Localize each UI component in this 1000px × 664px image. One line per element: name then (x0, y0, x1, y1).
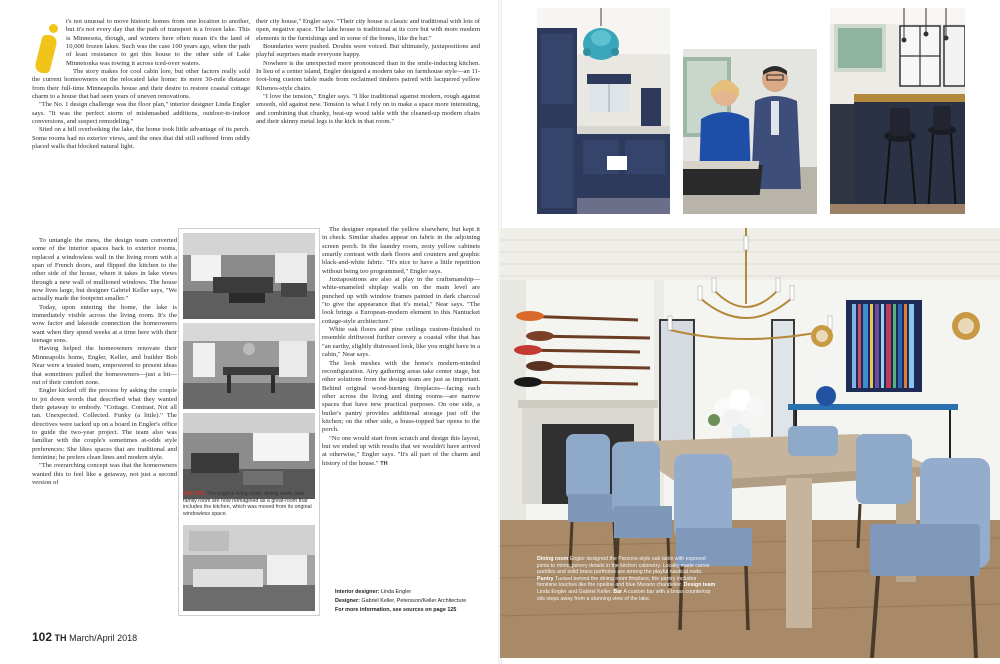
paragraph: t's not unusual to move historic homes from one location to another, but it's not every day that the path of transport is a frozen lake. This is Minnesota, though, and winters here often mean it's the land of 10,000 frozen lakes. Such was the case 100 years ago, when the path of least resistance to get this house to the other side of Lake Minnetonka was towing it across iced-over waters. (66, 18, 250, 67)
paragraph: Boundaries were pushed. Doubts were voiced. But ultimately, juxtapositions and playful surprises made everyone happy. (256, 43, 480, 59)
paragraph: Sited on a hill overlooking the lake, the home took little advantage of its perch. Some rooms had no exterior views, and the ones that did still suffered from oddly placed walls that blocked natural light. (32, 126, 250, 151)
before-photo-living-room (183, 233, 315, 319)
paragraph: The look meshes with the home's modern-minded reconfiguration. Airy gathering areas take center stage, but other solutions from the design team are just as important. Behind original wood-burning fireplaces—facing each other across the living and dining rooms—are narrow spaces that have new practical purposes. On one side, a butler's pantry provides additional storage just off the kitchen; on the other side, a brass-topped bar opens to the porch. (322, 359, 480, 434)
article-column-1-narrow (32, 237, 177, 487)
pantry-photo (537, 8, 670, 214)
paragraph: Nowhere is the unexpected more pronounced than in the smile-inducing kitchen. In lieu of a center island, Engler designed a modern take on farmhouse style—an 11-foot-long custom table made from reclaimed timbers paired with lacquered yellow Klismos-style chairs. (256, 59, 480, 92)
paragraph: "No one would start from scratch and design this layout, but we ended up with results that we wouldn't have arrived at otherwise," Engler says. "It's all part of the charm and history of the house." TH (322, 434, 480, 467)
paragraph: Juxtapositions are also at play in the craftsmanship—white-enameled shiplap walls on the main level are punched up with window frames painted in dark charcoal "to give the appearance that it's metal," Near says. "The look brings a European-modern element to this Nantucket cottage-style architecture." (322, 276, 480, 325)
paragraph: White oak floors and pine ceilings custom-finished to resemble driftwood further convey a coastal vibe that has "an earthy, slightly distressed look, like you might have in a cabin," Near says. (322, 326, 480, 359)
article-column-2-narrow (322, 226, 480, 468)
paragraph: "The overarching concept was that the homeowners wanted this to feel like a getaway, not just a second version of (32, 462, 177, 486)
striped-artwork (846, 300, 922, 392)
credit-designer: Interior designer: Linda Engler (335, 589, 412, 595)
dining-chair (788, 426, 838, 456)
page-folio: 102 TH March/April 2018 (32, 630, 138, 644)
before-photo-dining-room (183, 323, 315, 409)
paragraph: Today, upon entering the home, the lake is immediately visible across the living room. It's the wow factor and lakeside connection the homeowners want when they spend weeks at a time here with their teenage sons. (32, 303, 177, 345)
before-photo-panel (178, 228, 320, 616)
dining-room-caption: Dining room Engler designed the Parsons-style oak table with exposed joints to mimic joinery details in the kitchen cabinetry. Locally made canoe paddles and solid brass portholes are among the playful nautical nods. Pantry Tucked behind the dining room fireplace, the pantry includes feminine touches like the opaline and blue Murano chandelier. Design team Linda Engler and Gabriel Keller. Bar A custom bar with a brass countertop sits steps away from a stunning view of the lake. (537, 556, 716, 602)
before-photo-family-room (183, 413, 315, 499)
drop-cap-i (32, 24, 62, 74)
article-column-1 (32, 18, 250, 152)
before-caption: BEFORE The original living room, dining room, and family room are now reimagined as a great-room that includes the kitchen, which was moved from its original windowless space. (183, 491, 312, 517)
paragraph: Engler kicked off the process by asking the couple to jot down words that described what they wanted their getaway to embody. "Cottage. Contrast. Not all tan. Unexpected. Collected. Funky (a little)." The directives were tacked up on a board in Engler's office to guide the two-year project. The team also was familiar with the couple's sometimes at-odds style preferences: She likes spaces that are traditional and feminine; he prefers clean lines and modern style. (32, 387, 177, 461)
bar-photo (830, 8, 965, 214)
paragraph: The story makes for cool cabin lore, but other factors really sold the current homeowners on the relocated lake home: its mere 30-mile distance from their full-time Minneapolis house and their desire to restore coastal cottage charm to a house that had seen years of uneven renovations. (32, 68, 250, 101)
paragraph: The designer repeated the yellow elsewhere, but kept it in check. Similar shades appear on fabric in the adjoining screen porch. In the laundry room, zesty yellow cabinets smartly contrast with dark floors and counters and graphic black-and-white fabric. "It's nice to have a little repetition without being too programmed," Engler says. (322, 226, 480, 275)
before-photo-kitchen (183, 525, 315, 611)
article-column-2 (256, 18, 480, 126)
design-team-photo (683, 49, 817, 214)
paragraph: Having helped the homeowners renovate their Minneapolis home, Engler, Keller, and builder Bob Near were a trusted team, empowered to present ideas that sometimes pulled the homeowners—just a bit—out of their comfort zone. (32, 345, 177, 386)
paragraph: their city house," Engler says. "Their city house is classic and traditional with lots of open, negative space. The lake house is traditional at its core but with more modern elements in the furnishings and in some of the bones, like the bar." (256, 18, 480, 42)
paragraph: "The No. 1 design challenge was the floor plan," interior designer Linda Engler says. "It was the perfect storm of mishmashed additions, outdoor-to-indoor conversions, and suspect remodeling." (32, 101, 250, 126)
paragraph: "I love the tension," Engler says. "I like traditional against modern, rough against smooth, old against new. Tension is what I rely on to make a space more interesting, and combining that chunky, beat-up wood table with the cleaned-up modern chairs and their skinny metal legs is the kick in that room." (256, 93, 480, 126)
paragraph: To untangle the mess, the design team converted some of the interior spaces back to exterior rooms, replaced a windowless wall in the living room with a span of French doors, and flipped the kitchen to the other side of the house, where it takes in lake views through a new wall of mullioned windows. The house now lives large, but designer Gabriel Keller says, "We actually made the footprint smaller." (32, 237, 177, 303)
credit-architect: Designer: Gabriel Keller, Petersson/Keller Architecture (335, 598, 467, 604)
credit-more-info: For more information, see sources on page 125 (335, 607, 457, 613)
murano-chandelier (583, 28, 619, 60)
